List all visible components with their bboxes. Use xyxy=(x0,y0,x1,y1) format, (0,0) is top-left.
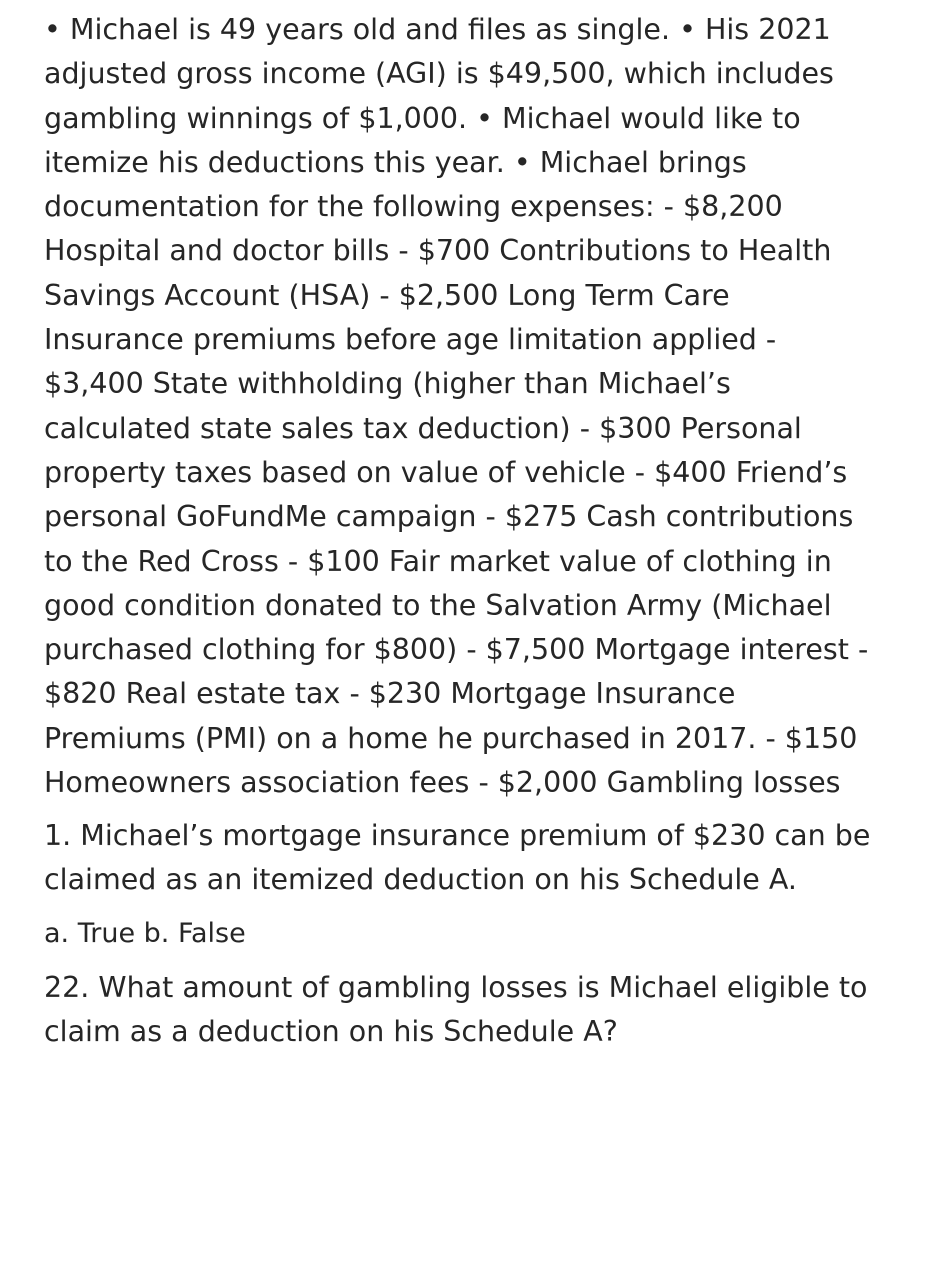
question-22-text: 22. What amount of gambling losses is Michael eligible to claim as a deduction on his Schedule A? xyxy=(44,971,868,1049)
scenario-paragraph: • Michael is 49 years old and files as single. • His 2021 adjusted gross income (AGI) is $49,500, which includes gambling winnings of $1,000. • Michael would like to itemize his deductions this year. • Michael brings documentation for the following expenses: - $8,200 Hospital and doctor bills - $700 Contributions to Health Savings Account (HSA) - $2,500 Long Term Care Insurance premiums before age limitation applied - $3,400 State withholding (higher than Michael’s calculated state sales tax deduction) - $300 Personal property taxes based on value of vehicle - $400 Friend’s personal GoFundMe campaign - $275 Cash contributions to the Red Cross - $100 Fair market value of clothing in good condition donated to the Salvation Army (Michael purchased clothing for $800) - $7,500 Mortgage interest - $820 Real estate tax - $230 Mortgage Insurance Premiums (PMI) on a home he purchased in 2017. - $150 Homeowners association fees - $2,000 Gambling losses xyxy=(44,13,869,800)
question-1-options: a. True b. False xyxy=(44,918,246,950)
question-1-text: 1. Michael’s mortgage insurance premium of $230 can be claimed as an itemized deduction on his Schedule A. xyxy=(44,819,871,897)
document xyxy=(44,8,874,1054)
